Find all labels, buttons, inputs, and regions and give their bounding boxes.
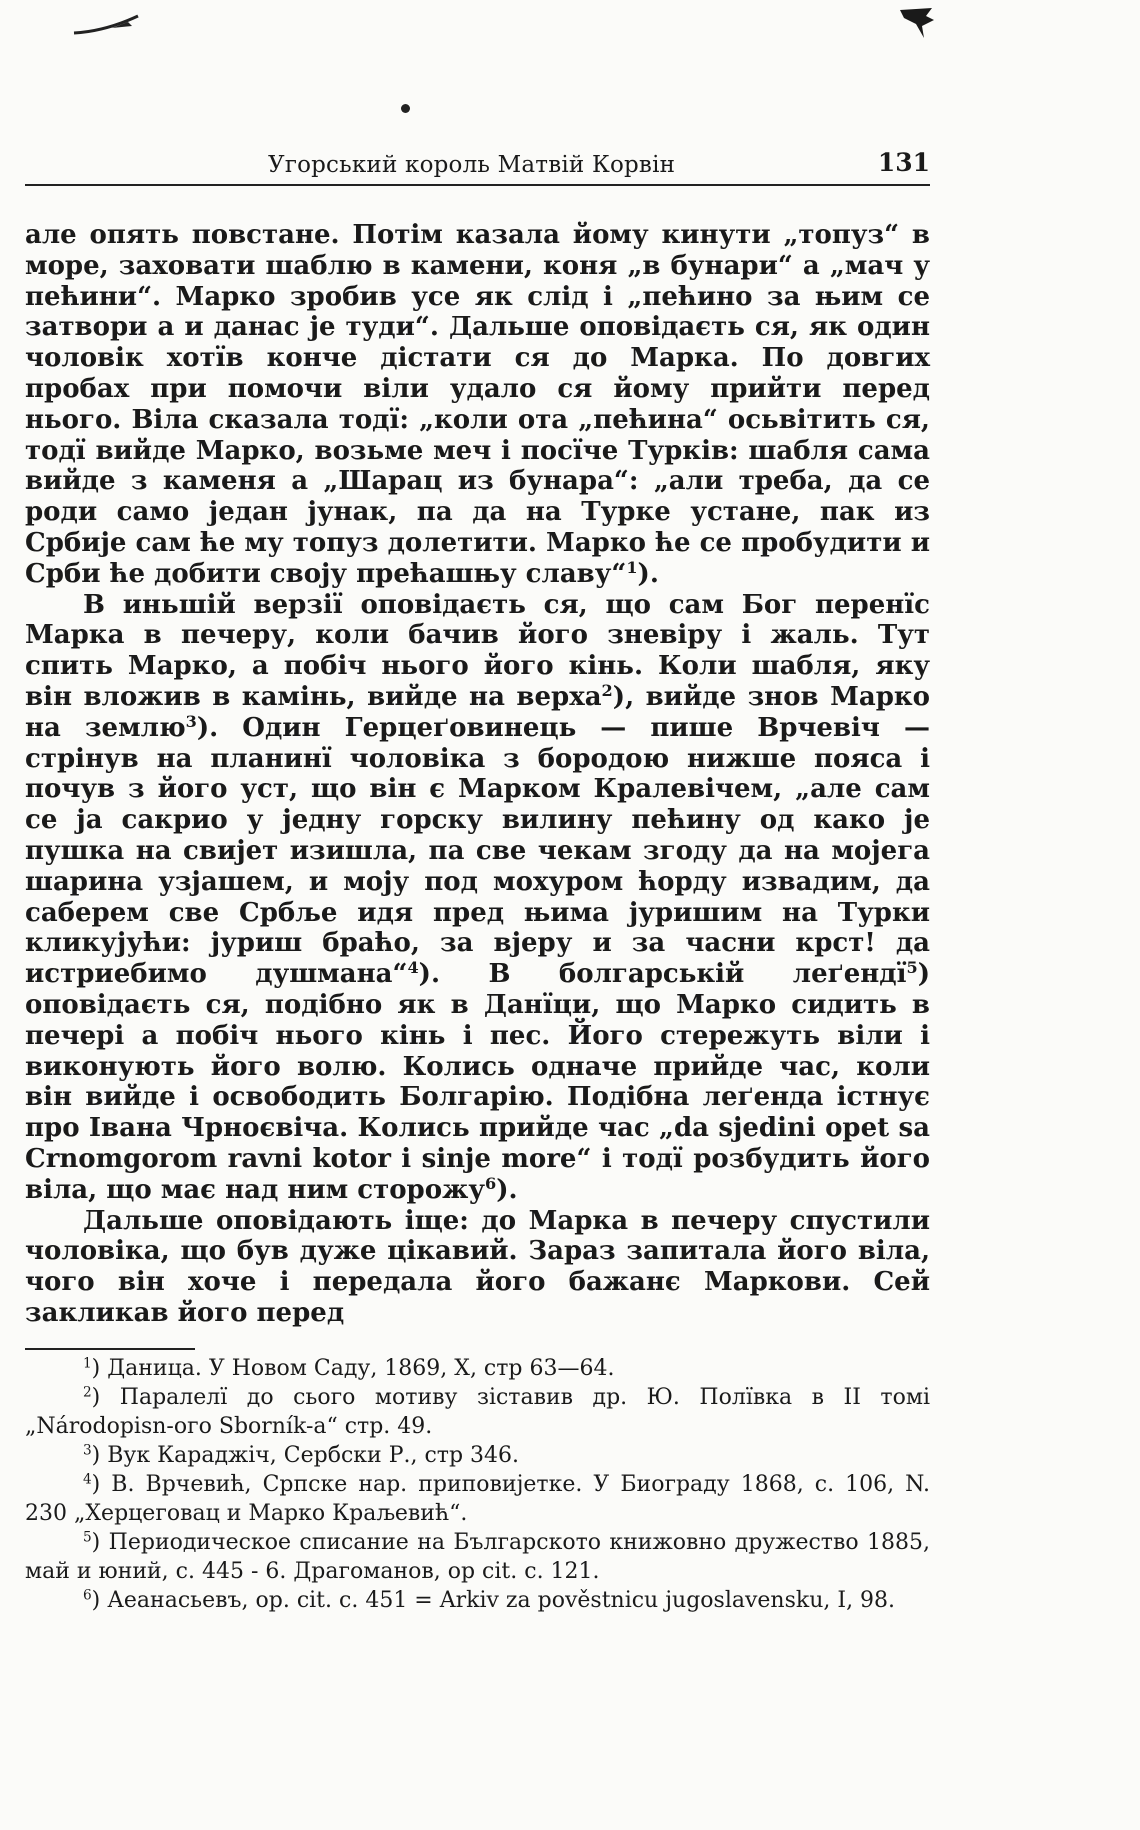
- ink-dot: [401, 104, 410, 113]
- footnote-item: [25, 1383, 930, 1441]
- footnote-text: ) Даница. У Новом Саду, 1869, X, стр 63—64.: [91, 1356, 615, 1381]
- text-run: Дальше оповідають іще: до Марка в печеру спустили чоловіка, що був дуже цікавий. Зараз запитала його віла, чого він хоче і передала його бажанє Маркови. Сей закликав його перед: [25, 1205, 930, 1328]
- footnote-item: [25, 1586, 930, 1615]
- footnote-text: ) Вук Караджіч, Сербски Р., стр 346.: [91, 1443, 520, 1468]
- body-text: [25, 220, 930, 1329]
- footnote-marker: 2: [83, 1384, 92, 1401]
- footnote-marker: 3: [83, 1442, 92, 1459]
- ink-blot-top-right: [896, 4, 940, 40]
- footnote-marker: 6: [83, 1587, 92, 1604]
- footnote-reference[interactable]: 6: [484, 1173, 497, 1193]
- footnote-marker: 1: [83, 1355, 92, 1372]
- footnotes: [25, 1354, 930, 1615]
- paragraph-2: [25, 590, 930, 1206]
- footnote-item: [25, 1528, 930, 1586]
- footnote-text: ) В. Врчевић, Српске нар. приповијетке. У Биограду 1868, с. 106, N. 230 „Херцеговац и Марко Краљевић“.: [25, 1472, 930, 1526]
- header-rule: [25, 184, 930, 186]
- running-head: [25, 146, 930, 186]
- text-run: ). В болгарській леґендї: [418, 959, 907, 990]
- footnote-reference[interactable]: 1: [626, 557, 638, 577]
- text-run: ). Один Герцеґовинець — пише Врчевіч — стрінув на планинї чоловіка з бородою нижше пояса і почув з його уст, що він є Марком Кралевічем, „але сам се ја сакрио у једну горску вилину пећину од како је пушка на свијет изишла, па све чекам згоду да на мојега шарина узјашем, и моју под мохуром ћорду извадим, да саберем све Србље идя пред њима јуришим на Турки кликујући: јуриш браћо, за вјеру и за часни крст! да истриебимо душмана“: [25, 712, 930, 990]
- page-number: 131: [877, 148, 930, 177]
- footnote-text: ) Паралелї до сього мотиву зіставив др. Ю. Полївка в II томі „Národopisn-ого Sborník-a“ стр. 49.: [25, 1385, 930, 1439]
- footnote-reference[interactable]: 4: [407, 958, 419, 978]
- running-title: Угорський король Матвій Корвін: [268, 152, 676, 178]
- footnote-text: ) Аеанасьевъ, op. cit. с. 451 = Arkiv za pověstnicu jugoslavensku, I, 98.: [91, 1588, 896, 1613]
- footnote-reference[interactable]: 3: [185, 711, 197, 731]
- footnote-marker: 5: [83, 1529, 92, 1546]
- text-run: ), вийде знов Марко на землю: [25, 681, 930, 743]
- text-run: В иньшій верзії оповідаєть ся, що сам Бог перенїс Марка в печеру, коли бачив його зневіру і жаль. Тут спить Марко, а побіч нього його кінь. Коли шабля, яку він вложив в камінь, вийде на верха: [25, 589, 930, 712]
- paragraph-1: [25, 220, 930, 590]
- footnote-item: [25, 1441, 930, 1470]
- footnote-item: [25, 1470, 930, 1528]
- text-run: ).: [496, 1174, 518, 1205]
- text-run: ).: [637, 558, 659, 589]
- ink-smudge-top-left: [72, 14, 142, 36]
- footnote-rule: [25, 1348, 195, 1350]
- footnote-item: [25, 1354, 930, 1383]
- footnote-marker: 4: [83, 1471, 92, 1488]
- paragraph-3: [25, 1206, 930, 1329]
- footnote-reference[interactable]: 2: [601, 681, 613, 701]
- text-run: ) оповідаєть ся, подібно як в Данїци, що Марко сидить в печері а побіч нього кінь і пес. Його стережуть віли і виконують його волю. Колись одначе прийде час, коли він вийде і освободить Болгарію. Подібна леґенда істнує про Івана Чрноєвіча. Колись прийде час „da sjedini opet sa Crnomgorom ravni kotor i sinje more“ і тодї розбудить його віла, що має над ним сторожу: [25, 959, 931, 1205]
- footnote-text: ) Периодическое списание на Българското книжовно дружество 1885, май и юний, с. 445 - 6. Драгоманов, op cit. с. 121.: [25, 1530, 930, 1584]
- footnote-reference[interactable]: 5: [906, 958, 918, 978]
- text-run: але опять повстане. Потім казала йому кинути „топуз“ в море, заховати шаблю в камени, коня „в бунари“ а „мач у пећини“. Марко зробив усе як слід і „пећино за њим се затвори а и данас је туди“. Дальше оповідаєть ся, як один чоловік хотїв конче дістати ся до Марка. По довгих пробах при помочи віли удало ся йому прийти перед нього. Віла сказала тодї: „коли ота „пећина“ осьвітить ся, тодї вийде Марко, возьме меч і посїче Турків: шабля сама вийде з каменя а „Шарац из бунара“: „али треба, да се роди само један јунак, па да на Турке устане, пак из Србије сам ће му топуз долетити. Марко ће се пробудити и Срби ће добити своју прећашњу славу“: [25, 220, 930, 589]
